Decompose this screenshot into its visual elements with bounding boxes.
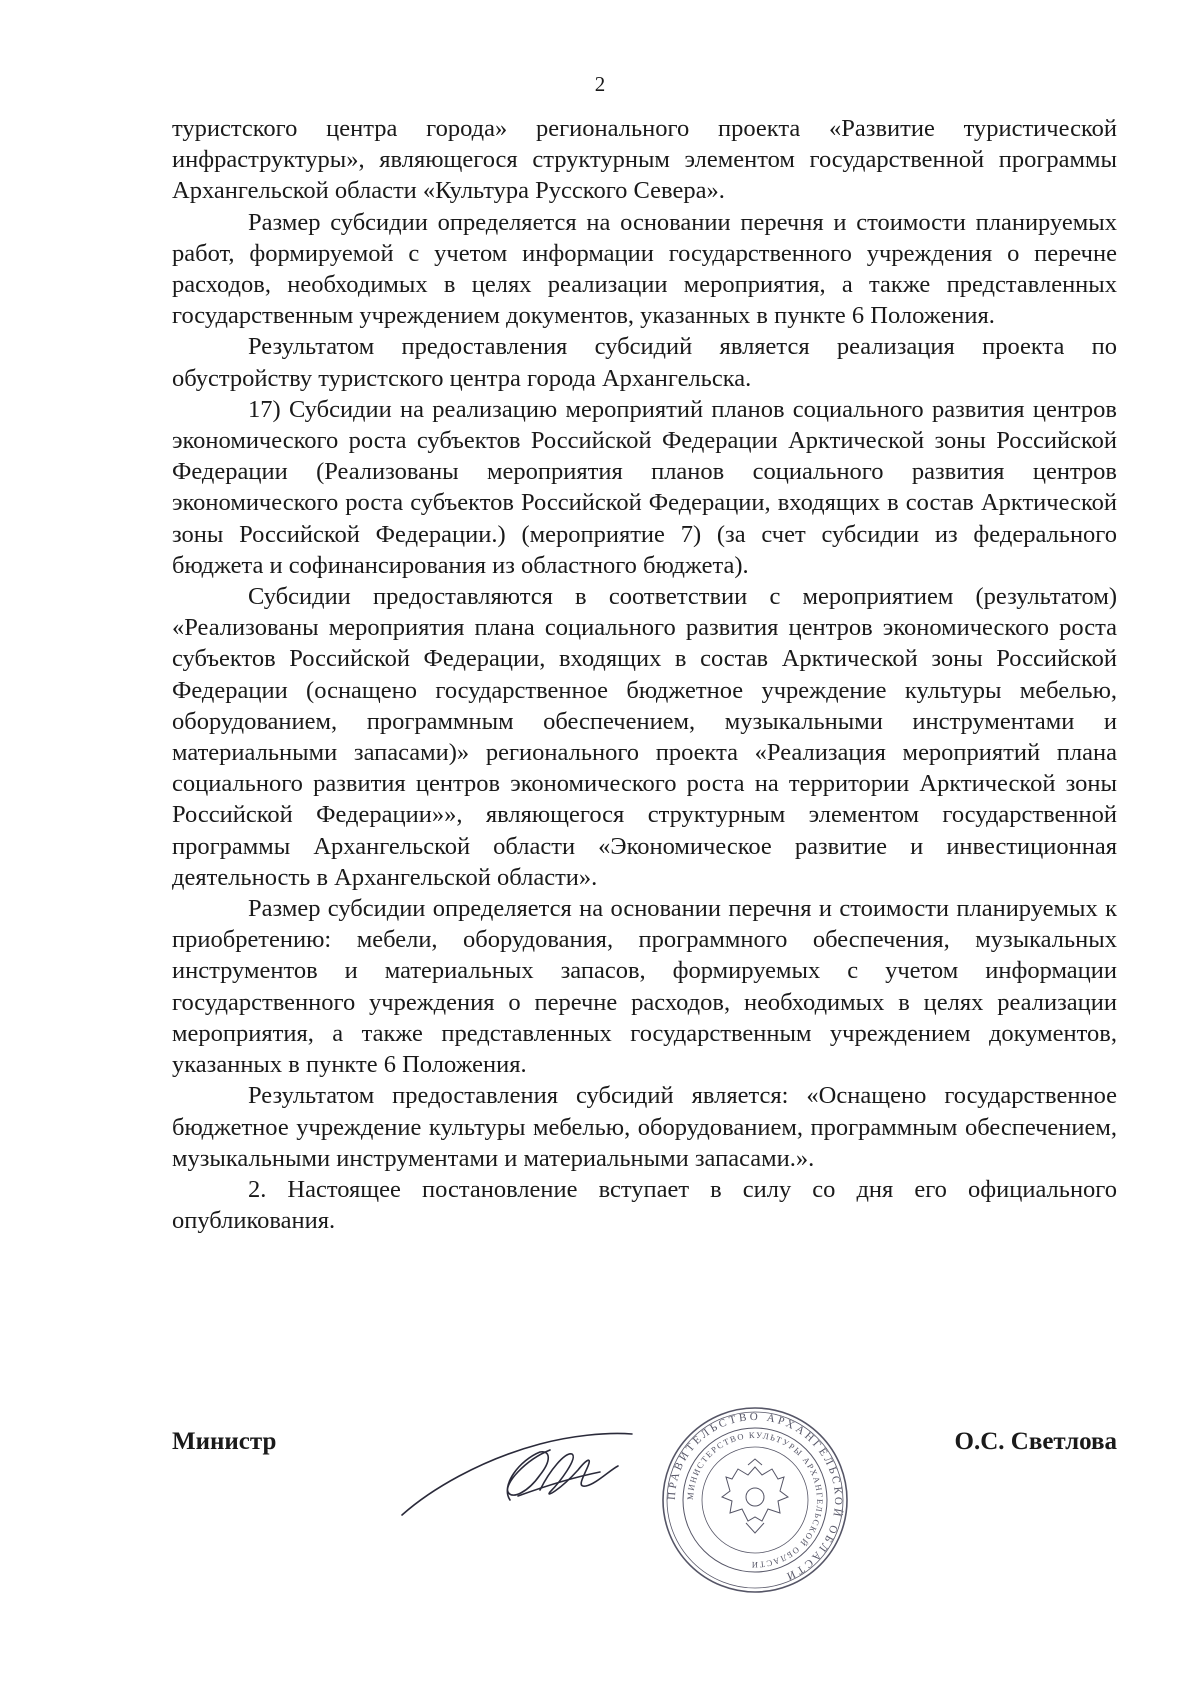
paragraph: Размер субсидии определяется на основании перечня и стоимости планируемых работ, формируемой с учетом информации государственного учреждения о перечне расходов, необходимых в целях реализации мероприятия, а также представленных государственным учреждением документов, указанных в пункте 6 Положения. <box>172 208 1117 330</box>
paragraph: туристского центра города» регионального проекта «Развитие туристической инфраструктуры», являющегося структурным элементом государственной программы Архангельской области «Культура Русского Севера». <box>172 115 1117 205</box>
svg-text:ПРАВИТЕЛЬСТВО АРХАНГЕЛЬСКОЙ ОБ: ПРАВИТЕЛЬСТВО АРХАНГЕЛЬСКОЙ ОБЛАСТИ <box>665 1410 845 1584</box>
paragraph: 2. Настоящее постановление вступает в силу со дня его официального опубликования. <box>172 1175 1117 1235</box>
signatory-role: Министр <box>172 1428 277 1455</box>
page-number: 2 <box>594 72 606 96</box>
signature-block <box>172 1428 1117 1488</box>
signatory-name: О.С. Светлова <box>954 1428 1117 1455</box>
paragraph: Результатом предоставления субсидий является реализация проекта по обустройству туристского центра города Архангельска. <box>172 333 1117 392</box>
document-body <box>172 113 1117 1236</box>
paragraph: Размер субсидии определяется на основании перечня и стоимости планируемых к приобретению: мебели, оборудования, программного обеспечения, музыкальных инструментов и материальных запасов, формируемых с учетом информации государственного учреждения о перечне расходов, необходимых в целях реализации мероприятия, а также представленных государственным учреждением документов, указанных в пункте 6 Положения. <box>172 895 1117 1079</box>
svg-text:МИНИСТЕРСТВО КУЛЬТУРЫ АРХАНГЕЛ: МИНИСТЕРСТВО КУЛЬТУРЫ АРХАНГЕЛЬСКОЙ ОБЛАСТИ <box>684 1429 826 1571</box>
official-seal <box>660 1405 850 1595</box>
paragraph: Субсидии предоставляются в соответствии с мероприятием (результатом) «Реализованы мероприятия плана социального развития центров экономического роста субъектов Российской Федерации, входящих в состав Арктической зоны Российской Федерации (оснащено государственное бюджетное учреждение культуры мебелью, оборудованием, программным обеспечением, музыкальными инструментами и материальными запасами)» регионального проекта «Реализация мероприятий плана социального развития центров экономического роста на территории Арктической зоны Российской Федерации»», являющегося структурным элементом государственной программы Архангельской области «Экономическое развитие и инвестиционная деятельность в Архангельской области». <box>172 583 1117 891</box>
paragraph: Результатом предоставления субсидий является: «Оснащено государственное бюджетное учреждение культуры мебелью, оборудованием, программным обеспечением, музыкальными инструментами и материальными запасами.». <box>172 1082 1117 1172</box>
handwritten-signature <box>400 1430 640 1520</box>
paragraph: 17) Субсидии на реализацию мероприятий планов социального развития центров экономического роста субъектов Российской Федерации Арктической зоны Российской Федерации (Реализованы мероприятия планов социального развития центров экономического роста субъектов Российской Федерации, входящих в состав Арктической зоны Российской Федерации.) (мероприятие 7) (за счет субсидии из федерального бюджета и софинансирования из областного бюджета). <box>172 395 1117 579</box>
coat-of-arms-icon <box>722 1459 788 1533</box>
